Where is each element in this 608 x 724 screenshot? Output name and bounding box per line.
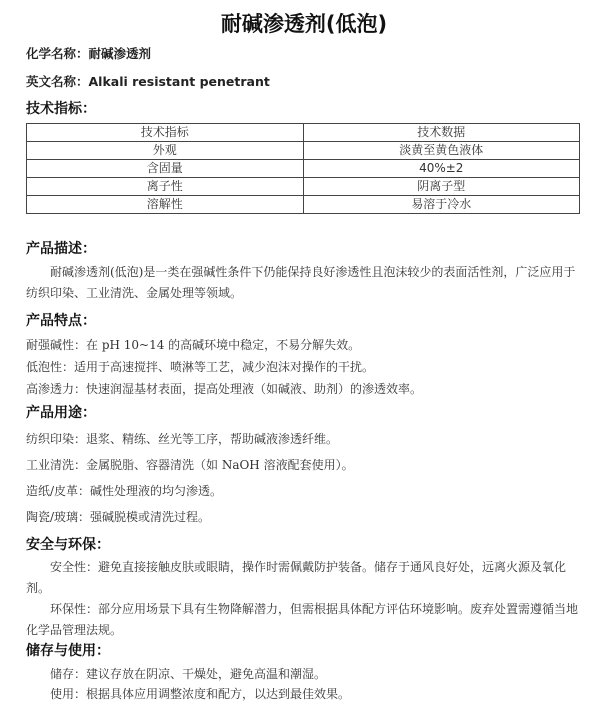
table-row bbox=[27, 178, 580, 196]
description-heading: 产品描述： bbox=[26, 241, 96, 257]
list-item: 陶瓷/玻璃：强碱脱模或清洗过程。 bbox=[26, 510, 211, 524]
list-item: 造纸/皮革：碱性处理液的均匀渗透。 bbox=[26, 484, 223, 498]
list-item: 工业清洗：金属脱脂、容器清洗（如 NaOH 溶液配套使用）。 bbox=[26, 458, 354, 472]
chemical-name: 化学名称：耐碱渗透剂 bbox=[26, 46, 152, 61]
english-name: 英文名称：Alkali resistant penetrant bbox=[26, 74, 270, 89]
safety-heading: 安全与环保： bbox=[26, 537, 110, 553]
spec-cell: 离子性 bbox=[27, 178, 304, 196]
storage-heading: 储存与使用： bbox=[26, 643, 110, 659]
uses-heading: 产品用途： bbox=[26, 405, 96, 421]
description-text: 耐碱渗透剂(低泡)是一类在强碱性条件下仍能保持良好渗透性且泡沫较少的表面活性剂，广泛应用于纺织印染、工业清洗、金属处理等领域。 bbox=[26, 265, 576, 300]
table-row bbox=[27, 196, 580, 214]
list-item: 纺织印染：退浆、精练、丝光等工序，帮助碱液渗透纤维。 bbox=[26, 432, 339, 446]
spec-cell: 含固量 bbox=[27, 160, 304, 178]
safety-text: 安全性：避免直接接触皮肤或眼睛，操作时需佩戴防护装备。储存于通风良好处，远离火源及氧化剂。 bbox=[26, 560, 567, 595]
spec-cell: 外观 bbox=[27, 142, 304, 160]
spec-cell: 易溶于冷水 bbox=[303, 196, 580, 214]
environment-text: 环保性：部分应用场景下具有生物降解潜力，但需根据具体配方评估环境影响。废弃处置需遵循当地化学品管理法规。 bbox=[26, 602, 579, 637]
usage-text: 使用：根据具体应用调整浓度和配方，以达到最佳效果。 bbox=[50, 687, 351, 701]
document-title: 耐碱渗透剂(低泡) bbox=[220, 12, 388, 36]
list-item: 低泡性：适用于高速搅拌、喷淋等工艺，减少泡沫对操作的干扰。 bbox=[26, 360, 375, 374]
spec-cell: 阴离子型 bbox=[303, 178, 580, 196]
table-row bbox=[27, 142, 580, 160]
features-heading: 产品特点： bbox=[26, 313, 96, 329]
spec-cell: 淡黄至黄色液体 bbox=[303, 142, 580, 160]
spec-cell: 溶解性 bbox=[27, 196, 304, 214]
storage-text: 储存：建议存放在阴凉、干燥处，避免高温和潮湿。 bbox=[50, 667, 327, 681]
spec-table bbox=[26, 123, 580, 214]
table-row bbox=[27, 160, 580, 178]
spec-header-cell: 技术数据 bbox=[303, 124, 580, 142]
spec-header-cell: 技术指标 bbox=[27, 124, 304, 142]
spec-table-header-row bbox=[27, 124, 580, 142]
spec-heading: 技术指标： bbox=[26, 101, 96, 117]
spec-cell: 40%±2 bbox=[303, 160, 580, 178]
list-item: 高渗透力：快速润湿基材表面，提高处理液（如碱液、助剂）的渗透效率。 bbox=[26, 382, 423, 396]
list-item: 耐强碱性：在 pH 10~14 的高碱环境中稳定，不易分解失效。 bbox=[26, 338, 361, 352]
